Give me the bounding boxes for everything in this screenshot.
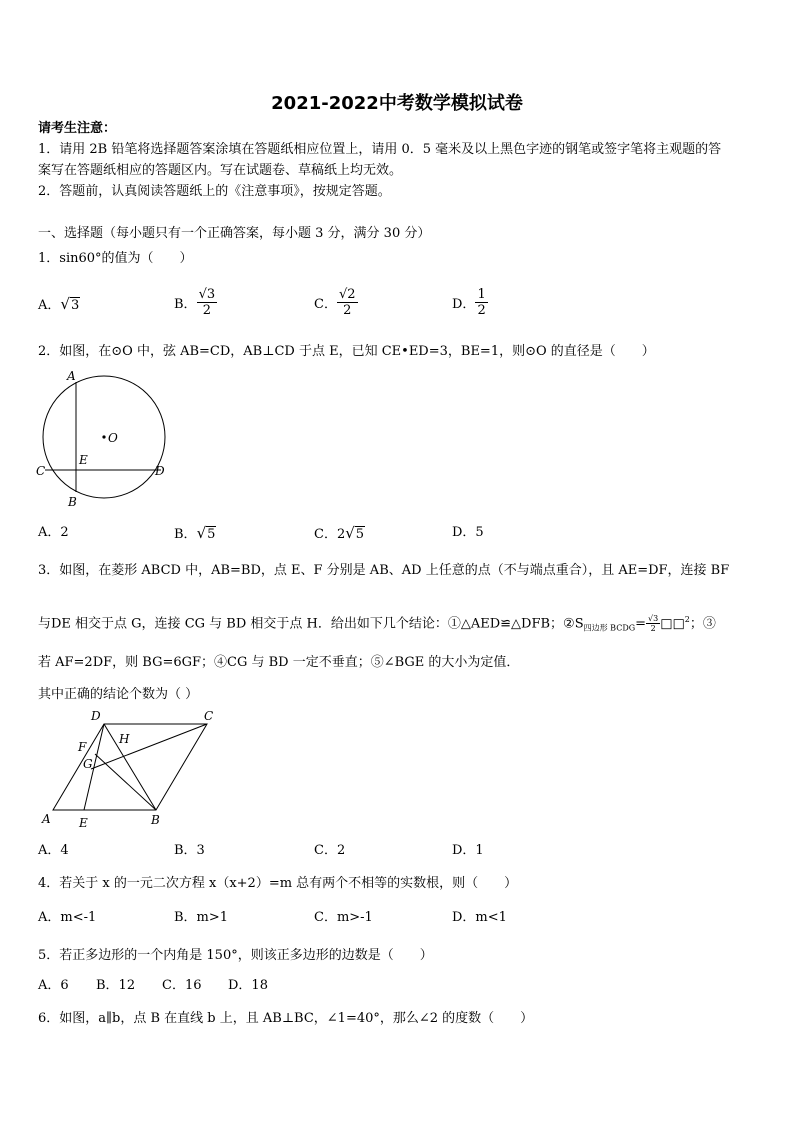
q5-option-d: D．18 (228, 978, 268, 993)
q3-label-h: H (119, 732, 130, 746)
q3-option-c: C．2 (314, 843, 346, 858)
q3-line-3: 若 AF=2DF，则 BG=6GF；④CG 与 BD 一定不垂直；⑤∠BGE 的大小为定值． (38, 655, 520, 670)
q2-stem: 2．如图，在⊙O 中，弦 AB=CD，AB⊥CD 于点 E，已知 CE•ED=3，BE=1，则⊙O 的直径是（ ） (38, 344, 655, 359)
q2-label-c: C (36, 464, 46, 478)
notice-item-1-line-1: 1．请用 2B 铅笔将选择题答案涂填在答题纸相应位置上，请用 0．5 毫米及以上黑色字迹的钢笔或签字笔将主观题的答 (38, 142, 722, 157)
q4-option-a: A．m<-1 (38, 910, 97, 925)
q3-label-d: D (91, 709, 101, 723)
notice-item-2: 2．答题前，认真阅读答题纸上的《注意事项》，按规定答题。 (38, 184, 391, 199)
q2-option-c: C．2√5 (314, 524, 365, 542)
q2-label-d: D (155, 464, 165, 478)
q3-rhombus-figure (38, 706, 224, 832)
page-title: 2021-2022中考数学模拟试卷 (271, 93, 523, 114)
q1-stem: 1．sin60°的值为（ ） (38, 251, 193, 266)
q3-label-b: B (151, 813, 160, 827)
q6-stem: 6．如图，a∥b，点 B 在直线 b 上，且 AB⊥BC，∠1=40°，那么∠2 的度数（ ） (38, 1011, 534, 1026)
q2-option-d: D．5 (452, 525, 484, 540)
notice-heading: 请考生注意： (38, 121, 117, 136)
q3-label-f: F (78, 740, 87, 754)
q2-option-b: B．√5 (174, 524, 216, 542)
q1-option-c: C． $\frac{√2}{2}$ (314, 287, 356, 318)
q4-option-d: D．m<1 (452, 910, 507, 925)
q1-option-a: A．√3 (38, 295, 80, 313)
q3-option-d: D．1 (452, 843, 484, 858)
q3-line-2: 与DE 相交于点 G，连接 CG 与 BD 相交于点 H．给出如下几个结论：①△AED≌△DFB；$②S_{四边形 BCDG}=$ $\frac{√3}{2}$ □□$^2$；③ (38, 614, 716, 634)
q5-stem: 5．若正多边形的一个内角是 150°，则该正多边形的边数是（ ） (38, 948, 433, 963)
q1-option-b: B． $\frac{√3}{2}$ (174, 287, 216, 318)
q2-label-b: B (68, 495, 77, 509)
q2-label-e: E (79, 453, 88, 467)
q2-label-a: A (67, 369, 76, 383)
q3-option-b: B．3 (174, 843, 205, 858)
q3-ask: 其中正确的结论个数为（ ） (38, 687, 199, 702)
q3-line-1: 3．如图，在菱形 ABCD 中，AB=BD，点 E、F 分别是 AB、AD 上任意的点（不与端点重合），且 AE=DF，连接 BF (38, 563, 730, 578)
q5-option-b: B．12 (96, 978, 136, 993)
q4-option-b: B．m>1 (174, 910, 229, 925)
q4-stem: 4．若关于 x 的一元二次方程 x（x+2）=m 总有两个不相等的实数根，则（ ） (38, 876, 518, 891)
q5-option-c: C．16 (162, 978, 202, 993)
q2-option-a: A．2 (38, 525, 69, 540)
q5-option-a: A．6 (38, 978, 69, 993)
q3-label-c: C (204, 709, 214, 723)
q3-label-g: G (83, 757, 93, 771)
q2-circle-figure (34, 364, 174, 509)
section-1-heading: 一、选择题（每小题只有一个正确答案，每小题 3 分，满分 30 分） (38, 226, 431, 241)
q3-label-e: E (79, 816, 88, 830)
q3-label-a: A (42, 812, 51, 826)
q1-option-d: D． $\frac{1}{2}$ (452, 287, 486, 318)
q2-label-o: O (108, 431, 118, 445)
q3-option-a: A．4 (38, 843, 69, 858)
q4-option-c: C．m>-1 (314, 910, 373, 925)
notice-item-1-line-2: 案写在答题纸相应的答题区内。写在试题卷、草稿纸上均无效。 (38, 163, 403, 178)
